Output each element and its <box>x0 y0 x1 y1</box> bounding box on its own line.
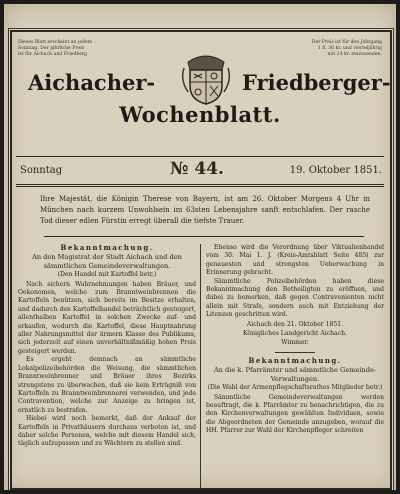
masthead-rule-bottom-2 <box>16 186 384 187</box>
column-divider <box>200 244 201 488</box>
announcement-rule <box>44 236 364 237</box>
left-address: An den Magistrat der Stadt Aichach und den sämmtlichen Gemeindeverwaltungen. <box>32 253 182 270</box>
issuing-authority: Königliches Landgericht Aichach. <box>243 330 347 338</box>
right-address: An die k. Pfarrämter und sämmtliche Gemeinde-Verwaltungen. <box>213 366 377 383</box>
subscription-note-left: Dieses Blatt erscheint an jedem Sonntag. Der jährliche Preis ist für Aichach und Friedberg <box>18 40 93 57</box>
masthead-title-friedberger: Friedberger- <box>242 70 391 95</box>
section-separator <box>275 352 315 353</box>
right-paragraph-2: Sämmtliche Gemeindeverwaltungen werden beauftragt, die k. Pfarrämter zu benachrichtigen, die zu den Kirchenverwaltungen gewählten Individuen, sowie die Abgeordneten der Gemeinde anzugeben, worauf die HH. Pfarrer zur Wahl der Kirchenpfleger schreiten <box>206 393 384 435</box>
issue-date: 19. Oktober 1851. <box>289 165 382 176</box>
royal-death-announcement: Ihre Majestät, die Königin Therese von Bayern, ist am 26. Oktober Morgens 4 Uhr in München nach kurzem Unwohlsein im 63sten Lebensjahre sanft entschlafen. Der rasche Tod dieser edlen Fürstin erregt überall die tiefste Trauer. <box>40 195 370 225</box>
coat-of-arms-icon <box>180 48 232 106</box>
masthead-rule-top <box>16 156 384 157</box>
right-column <box>206 244 384 489</box>
masthead-title-wochenblatt: Wochenblatt. <box>119 102 281 127</box>
right-paragraph-top: Ebenso wird die Verordnung über Viktualienhandel vom 30. Mai 1. J. (Kreis-Amtsblatt Seite 485) zur genauesten und strengsten Ueberwachung in Erinnerung gebracht. <box>206 244 384 277</box>
right-paragraph-police: Sämmtliche Polizeibehörden haben diese Bekanntmachung den Betheiligten zu eröffnen, und dabei zu bemerken, daß gegen Contravenienten nicht allein mit Strafe, sondern auch mit Entziehung der Litenzen geschritten wird. <box>206 277 384 319</box>
dateline <box>20 159 382 180</box>
weekday: Sonntag <box>20 165 63 176</box>
right-heading: Bekanntmachung. <box>248 355 342 365</box>
left-paragraph-1: Nach sichern Wahrnehmungen haben Bräuer, und Oekonomen, welche zum Branntweinbrennen die Kartoffeln benützen, sich bereits im Besitze erhalten, und dadurch den Kartoffelhandel beträchtlich gesteigert, allenthalben Kartoffel in solchen Zwecke auf- und erkaufen, wodurch die Kartoffel, diese Hauptnahrung aller Nahrungsmittel der ärmern Klasse des Publikums, sich jederzeit auf einen unverhältnißmäßig hohen Preis gesteigert werden. <box>18 280 196 355</box>
issue-number: № 44. <box>170 159 224 179</box>
left-paragraph-3: Hiebei wird noch bemerkt, daß der Ankauf der Kartoffeln in Privathäusern durchaus verboten ist, und daher solche Personen, welche mit diesem Handel sich, täglich aufzupassen und zu Wächtern zu stellen sind. <box>18 415 196 448</box>
subscription-note-right: Der Preis ist für den Jahrgang 1 fl. 30 kr. und vierteljährig mit 24 kr. einzusenden. <box>311 40 382 57</box>
left-heading: Bekanntmachung. <box>60 244 154 252</box>
newspaper-page <box>4 4 396 490</box>
signer-name: Wimmer. <box>281 339 309 347</box>
left-paragraph-2: Es ergeht demnach an sämmtliche Lokalpolizeibehörden die Weisung, die sämmtlichen Branntweinbrenner und Bräuer ihres Bezirks strengstens zu überwachen, daß sie kein Erträgniß von Kartoffeln zu Branntweinbrennerei verwenden, und jede Contravention, welche zur Anzeige zu bringen ist, ernstlich zu bestrafen. <box>18 356 196 414</box>
masthead-rule-bottom <box>16 184 384 185</box>
place-date: Aichach den 21. Oktober 1851. <box>246 320 344 328</box>
masthead-title-aichacher: Aichacher- <box>28 70 156 95</box>
left-topic: (Den Handel mit Kartoffel betr.) <box>57 271 157 279</box>
right-topic: (Die Wahl der Armenpflegschaftsrathes Mitglieder betr.) <box>207 384 383 392</box>
left-column <box>18 244 196 489</box>
